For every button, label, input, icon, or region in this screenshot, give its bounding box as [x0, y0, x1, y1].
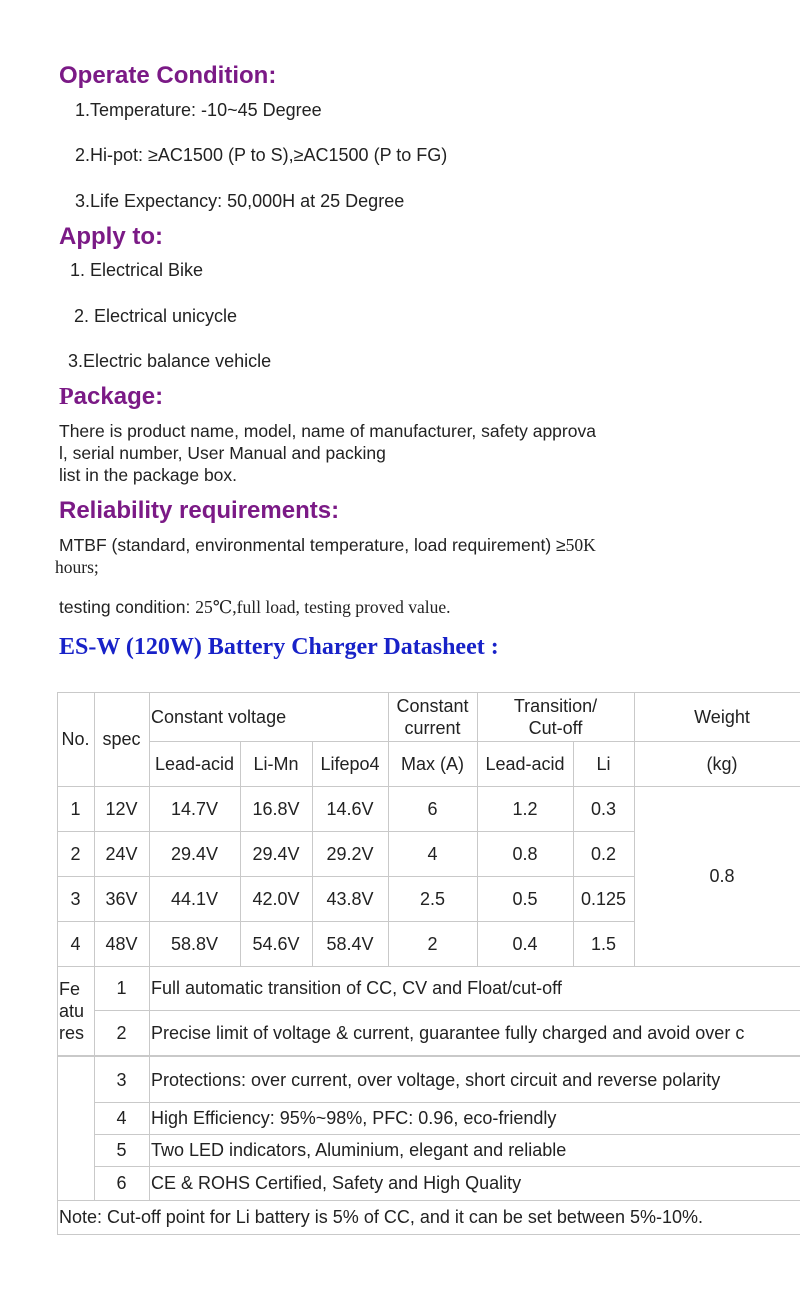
cell-no: 3: [70, 888, 81, 909]
header-transition-lead-acid: Lead-acid: [485, 753, 565, 774]
cell-lead-acid: 44.1V: [170, 888, 219, 909]
features-label-part3: res: [59, 1022, 85, 1043]
header-no: No.: [61, 729, 90, 749]
feature-text: Protections: over current, over voltage, short circuit and reverse polarity: [151, 1069, 721, 1090]
cell-li-mn: 54.6V: [252, 933, 300, 954]
apply-item-balance: 3.Electric balance vehicle: [68, 351, 272, 371]
cell-max-a: 2: [427, 933, 438, 954]
feature-no: 1: [116, 978, 127, 998]
apply-item-bike: 1. Electrical Bike: [70, 260, 204, 280]
cell-spec: 12V: [105, 798, 138, 819]
package-line-1: There is product name, model, name of manufacturer, safety approva: [59, 421, 596, 441]
cell-no: 4: [70, 933, 81, 954]
header-transition-li: Li: [596, 753, 611, 774]
cell-li-mn: 42.0V: [252, 888, 300, 909]
operate-item-hipot: 2.Hi-pot: ≥AC1500 (P to S),≥AC1500 (P to FG): [75, 145, 448, 165]
operate-item-life: 3.Life Expectancy: 50,000H at 25 Degree: [75, 191, 405, 211]
header-weight: Weight: [694, 706, 750, 727]
cell-transition-lead-acid: 1.2: [512, 798, 538, 819]
apply-to-heading: Apply to:: [59, 223, 163, 250]
testing-condition-line: [59, 596, 451, 618]
header-li-mn: Li-Mn: [253, 753, 299, 774]
operate-item-temperature: 1.Temperature: -10~45 Degree: [75, 100, 322, 120]
feature-no: 2: [116, 1022, 127, 1043]
cell-lead-acid: 58.8V: [170, 933, 219, 954]
cell-lead-acid: 14.7V: [170, 798, 219, 819]
cell-lead-acid: 29.4V: [170, 843, 219, 864]
cell-lifepo4: 29.2V: [326, 843, 374, 864]
package-heading-initial: P: [59, 384, 74, 410]
header-transition-line2: Cut-off: [528, 717, 583, 738]
apply-item-unicycle: 2. Electrical unicycle: [74, 306, 238, 326]
header-constant-current: [388, 692, 477, 741]
feature-no: 6: [116, 1173, 127, 1193]
header-constant-voltage: Constant voltage: [151, 706, 287, 727]
package-heading: [59, 383, 163, 411]
header-transition-line1: Transition/: [513, 695, 598, 716]
cell-transition-lead-acid: 0.8: [512, 843, 538, 864]
mtbf-value: 50K: [565, 535, 596, 555]
header-constant-current-line1: Constant: [396, 695, 469, 716]
cell-li-mn: 16.8V: [252, 798, 300, 819]
cell-transition-lead-acid: 0.4: [512, 933, 538, 954]
package-line-2: l, serial number, User Manual and packing: [59, 443, 386, 463]
header-spec: spec: [102, 729, 141, 749]
testing-condition-value: 25℃,full load, testing proved value.: [195, 597, 451, 617]
mtbf-line: [59, 534, 596, 556]
cell-transition-li: 1.5: [590, 933, 617, 954]
package-line-3: list in the package box.: [59, 465, 238, 485]
feature-no: 4: [116, 1108, 127, 1128]
header-lead-acid: Lead-acid: [154, 753, 235, 774]
cell-transition-li: 0.3: [590, 798, 617, 819]
package-heading-rest: ackage:: [73, 383, 164, 410]
feature-text: Full automatic transition of CC, CV and Float/cut-off: [151, 978, 562, 998]
datasheet-title: ES-W (120W) Battery Charger Datasheet :: [59, 634, 499, 660]
cell-lifepo4: 43.8V: [326, 888, 374, 909]
feature-text: High Efficiency: 95%~98%, PFC: 0.96, eco-friendly: [151, 1108, 557, 1128]
reliability-heading: Reliability requirements:: [59, 497, 340, 524]
cell-lifepo4: 58.4V: [326, 933, 374, 954]
cell-max-a: 6: [427, 798, 438, 819]
header-max-a: Max (A): [401, 753, 464, 774]
operate-condition-heading: Operate Condition:: [59, 62, 277, 89]
features-label-part2: atu: [59, 1000, 85, 1021]
cell-lifepo4: 14.6V: [326, 798, 374, 819]
cell-spec: 36V: [105, 888, 138, 909]
header-transition-cutoff: [477, 692, 634, 741]
cell-no: 1: [70, 798, 81, 819]
cell-li-mn: 29.4V: [252, 843, 300, 864]
mtbf-text: MTBF (standard, environmental temperature, load requirement) ≥: [59, 535, 566, 555]
feature-no: 3: [116, 1069, 127, 1090]
table-note: Note: Cut-off point for Li battery is 5% of CC, and it can be set between 5%-10%.: [59, 1207, 704, 1227]
header-constant-current-line2: current: [404, 717, 461, 738]
features-label-part1: Fe: [59, 978, 81, 999]
header-lifepo4: Lifepo4: [320, 753, 380, 774]
feature-no: 5: [116, 1140, 127, 1160]
testing-condition-label: testing condition:: [59, 597, 196, 617]
feature-text: Precise limit of voltage & current, guarantee fully charged and avoid over c: [151, 1022, 745, 1043]
cell-max-a: 4: [427, 843, 438, 864]
cell-spec: 48V: [105, 933, 138, 954]
cell-no: 2: [70, 843, 81, 864]
cell-transition-li: 0.125: [580, 888, 627, 909]
mtbf-hours: hours;: [55, 557, 99, 577]
cell-transition-li: 0.2: [590, 843, 617, 864]
cell-weight-value: 0.8: [709, 866, 735, 886]
header-weight-unit: (kg): [706, 753, 738, 774]
features-label: [57, 966, 96, 1055]
cell-transition-lead-acid: 0.5: [512, 888, 538, 909]
cell-max-a: 2.5: [419, 888, 446, 909]
feature-text: Two LED indicators, Aluminium, elegant and reliable: [151, 1140, 567, 1160]
feature-text: CE & ROHS Certified, Safety and High Quality: [151, 1173, 522, 1193]
cell-spec: 24V: [105, 843, 138, 864]
